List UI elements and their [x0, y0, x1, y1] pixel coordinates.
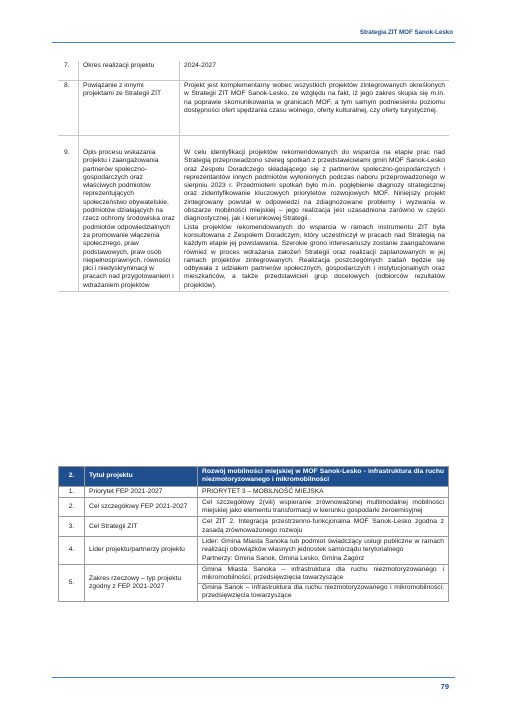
table-spacer: [58, 136, 449, 147]
scope-item: Gmina Sanok – infrastruktura dla ruchu niezmotoryzowanego i mikromobilności; przedsięwzięcia towarzyszące: [198, 583, 448, 601]
table-header-row: [59, 467, 449, 487]
project-title: Rozwój mobilności miejskiej w MOF Sanok-Lesko - infrastruktura dla ruchu niezmotoryzowanego i mikromobilności: [198, 467, 449, 487]
row-label: Powiązanie z innymi projektami ze Strategii ZIT: [79, 81, 180, 136]
row-number: 2.: [59, 497, 85, 517]
row-label: Opis procesu wskazania projektu i zaangażowania partnerów społeczno-gospodarczych oraz właściwych podmiotów reprezentujących społeczeństwo obywatelskie, podmiotów działających na rzecz ochrony środowiska oraz podmiotów odpowiedzialnych za promowanie włączenia społecznego, praw podstawowych, praw osób niepełnosprawnych, równości płci i niedyskryminacji w pracach nad przygotowaniem i wdrażaniem projektów: [79, 146, 180, 292]
row-value: [198, 564, 449, 601]
row-number: 3.: [59, 517, 85, 537]
row-label: Tytuł projektu: [85, 467, 198, 487]
row-value: [198, 537, 449, 565]
row-label: Lider projektu/partnerzy projektu: [85, 537, 198, 565]
row-value: [180, 146, 450, 292]
spacer-cell: [79, 136, 180, 147]
table-row: [58, 61, 449, 81]
row-number: 2.: [59, 467, 85, 487]
table-row: [59, 537, 449, 565]
footer-divider: [52, 677, 455, 678]
row-label: Cel Strategii ZIT: [85, 517, 198, 537]
row-value: PRIORYTET 3 – MOBILNOŚĆ MIEJSKA: [198, 486, 449, 497]
project-details-table: [58, 61, 449, 292]
table-row: [59, 517, 449, 537]
row-number: 5.: [59, 564, 85, 601]
table-row: [58, 81, 449, 136]
partners-text: Partnerzy: Gmina Sanok, Gmina Lesko, Gmina Zagórz: [202, 554, 365, 562]
table-row: [59, 486, 449, 497]
table-row: [59, 497, 449, 517]
row-value: Projekt jest komplementarny wobec wszystkich projektów zintegrowanych określonych w Strategii ZIT MOF Sanok-Lesko, ze względu na fakt, iż jego zakres skupia się m.in. na poprawie skomunikowania w granicach MOF, a tym samym podniesieniu poziomu dostępności ofert spędzania czasu wolnego, oferty kulturalnej, czy oferty turystycznej.: [180, 81, 450, 136]
row-number: 1.: [59, 486, 85, 497]
page-number: 79: [440, 682, 449, 691]
row-number: 4.: [59, 537, 85, 565]
document-header-title: Strategia ZIT MOF Sanok-Lesko: [359, 29, 453, 36]
row-number: 9.: [58, 146, 79, 292]
row-number: 7.: [58, 61, 79, 81]
row-value: 2024-2027: [180, 61, 450, 81]
table-row: [58, 146, 449, 292]
row-label: Priorytet FEP 2021-2027: [85, 486, 198, 497]
row-label: Zakres rzeczowy – typ projektu zgodny z FEP 2021-2027: [85, 564, 198, 601]
row-value: Cel szczegółowy 2(viii) wspieranie zrównoważonej multimodalnej mobilności miejskiej jako elementu transformacji w kierunku gospodarki zeroemisyjnej: [198, 497, 449, 517]
header-divider: [52, 42, 455, 43]
row-label: Cel szczegółowy FEP 2021-2027: [85, 497, 198, 517]
spacer-cell: [58, 136, 79, 147]
row-number: 8.: [58, 81, 79, 136]
paragraph: Lista projektów rekomendowanych do wsparcia w ramach instrumentu ZIT była konsultowana z Zespołem Doradczym, który uczestniczył w pracach nad Strategią na każdym etapie jej powstawania. Szerokie grono interesariuszy zostanie zaangażowane również w proces wdrażania założeń Strategii oraz realizacji zaplanowanych w jej ramach projektów zintegrowanych. Realizacja poszczególnych zadań będzie się odbywała z udziałem partnerów społecznych, gospodarczych i instytucjonalnych oraz mieszkańców, a także przedstawicieli grup docelowych (odbiorców rezultatów projektów).: [184, 223, 445, 289]
lider-text: Lider: Gmina Miasta Sanoka lub podmiot świadczący usługi publiczne w ramach realizacji obowiązków własnych jednostek samorządu terytorialnego: [202, 538, 444, 554]
project-summary-table: [58, 466, 449, 602]
scope-item: Gmina Miasta Sanoka – infrastruktura dla ruchu niezmotoryzowanego i mikromobilności; przedsięwzięcia towarzyszące: [202, 565, 444, 582]
row-value: Cel ZIT 2. Integracja przestrzenno-funkcjonalna MOF Sanok-Lesko zgodna z zasadą zrównoważonego rozwoju: [198, 517, 449, 537]
row-label: Okres realizacji projektu: [79, 61, 180, 81]
paragraph: W celu identyfikacji projektów rekomendowanych do wsparcia na etapie prac nad Strategią przeprowadzono szereg spotkań z przedstawicielami gmin MOF Sanok-Lesko oraz Zespołu Doradczego składającego się z partnerów społeczno-gospodarczych i reprezentantów innych podmiotów wyłonionych podczas naboru przeprowadzonego w sierpniu 2023 r. Przedmiotem spotkań było m.in. pogłębienie diagnozy strategicznej oraz zidentyfikowanie kluczowych priorytetów rozwojowych MOF. Niniejszy projekt zintegrowany powstał w odpowiedzi na zdiagnozowane problemy i wyzwania w obszarze mobilności miejskiej – jego realizacja jest uzasadniona zarówno w części diagnostycznej, jak i kierunkowej Strategii.: [184, 149, 445, 223]
spacer-cell: [180, 136, 450, 147]
table-row: [59, 564, 449, 601]
